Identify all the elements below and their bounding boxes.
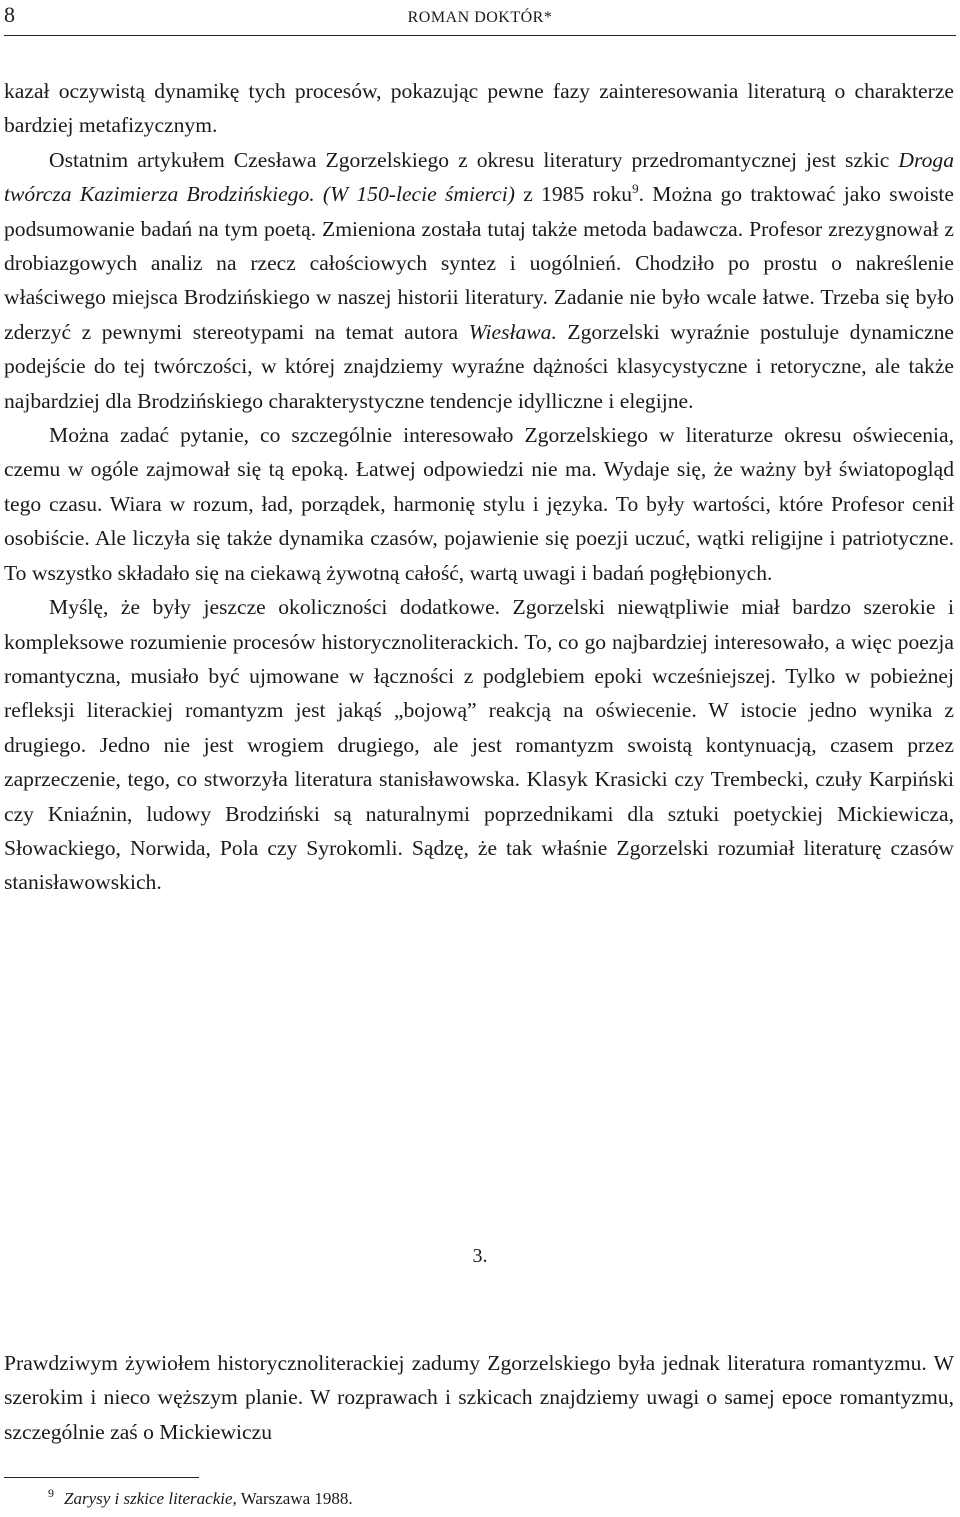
text-run: kazał oczywistą dynamikę tych procesów, pokazując pewne fazy zainteresowania literaturą o charakterze bardziej metafizycznym.	[4, 79, 954, 138]
text-run: Można zadać pytanie, co szczególnie interesowało Zgorzelskiego w literaturze okresu oświecenia, czemu w ogóle zajmował się tą epoką. Łatwej odpowiedzi nie ma. Wydaje się, że ważny był światopogląd tego czasu. Wiara w rozum, ład, porządek, harmonię stylu i języka. To były wartości, które Profesor cenił osobiście. Ale liczyła się także dynamika czasów, pojawienie się poezji uczuć, wątki religijne i patriotyczne. To wszystko składało się na ciekawą żywotną całość, wartą uwagi i badań pogłębionych.	[4, 423, 954, 585]
text-run: Myślę, że były jeszcze okoliczności dodatkowe. Zgorzelski niewątpliwie miał bardzo szerokie i kompleksowe rozumienie procesów historycznoliterackich. To, co go najbardziej interesowało, a więc poezja romantyczna, musiało być ujmowane w łączności z podglebiem epoki wcześniejszej. Tylko w pobieżnej refleksji literackiej romantyzm jest jakąś „bojową” reakcją na oświecenie. W istocie jedno wynika z drugiego. Jedno nie jest wrogiem drugiego, ale jest romantyzm swoistą kontynuacją, czasem przez zaprzeczenie, tego, co stworzyła literatura stanisławowska. Klasyk Krasicki czy Trembecki, czuły Karpiński czy Kniaźnin, ludowy Brodziński są naturalnymi poprzednikami dla sztuki poetyckiej Mickiewicza, Słowackiego, Norwida, Pola czy Syrokomli. Sądzę, że tak właśnie Zgorzelski rozumiał literaturę czasów stanisławowskich.	[4, 595, 954, 895]
italic-title: Droga twórcza Kazimierza Brodzińskiego. (W 150-lecie śmierci)	[4, 147, 954, 207]
italic-title: Wiesława.	[468, 319, 557, 344]
running-title: ROMAN DOKTÓR*	[407, 9, 553, 26]
text-run: . Można go traktować jako swoiste podsumowanie badań na tym poetą. Zmieniona została tutaj także metoda badawcza. Profesor zrezygnował z drobiazgowych analiz na rzecz całościowych syntez i uogólnień. Chodziło po prostu o nakreślenie właściwego miejsca Brodzińskiego w naszej historii literatury. Zadanie nie było wcale łatwe. Trzeba się było zderzyć z pewnymi stereotypami na temat autora	[4, 182, 954, 344]
paragraph	[4, 590, 954, 900]
text-run: Ostatnim artykułem Czesława Zgorzelskiego z okresu literatury przedromantycznej jest szkic	[49, 147, 899, 172]
paragraph	[4, 143, 954, 418]
running-head	[4, 2, 956, 32]
footnote	[48, 1488, 353, 1510]
paragraph	[4, 74, 954, 143]
section-text	[4, 1346, 954, 1449]
footnote-number: 9	[48, 1486, 54, 1501]
paragraph	[4, 418, 954, 590]
section-paragraph: Prawdziwym żywiołem historycznoliterackiej zadumy Zgorzelskiego była jednak literatura romantyzmu. W szerokim i nieco węższym planie. W rozprawach i szkicach znajdziemy uwagi o samej epoce romantyzmu, szczególnie zaś o Mickiewiczu	[4, 1351, 954, 1444]
section-heading: 3.	[472, 1245, 488, 1267]
header-rule	[4, 35, 956, 36]
footnote-title: Zarysy i szkice literackie	[64, 1489, 233, 1508]
footnote-rest: , Warszawa 1988.	[232, 1489, 353, 1508]
text-run: z 1985 roku	[514, 182, 633, 207]
body-text	[4, 74, 954, 900]
page-number: 8	[4, 2, 15, 27]
footnote-rule	[4, 1477, 199, 1478]
footnote-ref: 9	[632, 181, 639, 197]
text-run: Zgorzelski wyraźnie postuluje dynamiczne podejście do tej twórczości, w której znajdziemy wyraźne dążności klasycystyczne i retoryczne, ale także najbardziej dla Brodzińskiego charakterystyczne tendencje idylliczne i elegijne.	[4, 319, 954, 413]
